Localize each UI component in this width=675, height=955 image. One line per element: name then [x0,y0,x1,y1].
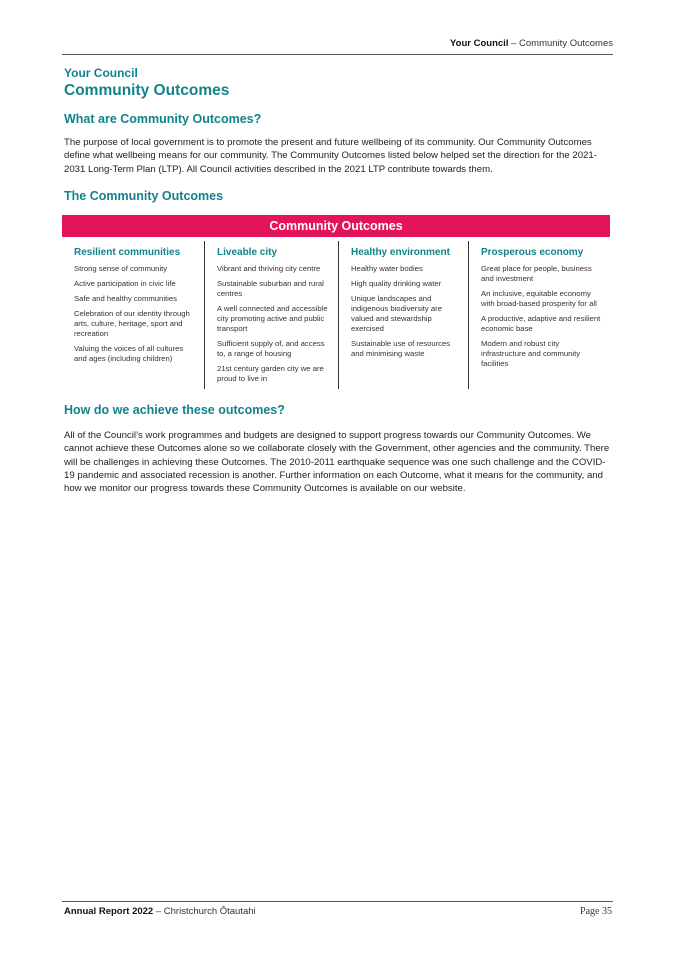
heading-what-are-outcomes: What are Community Outcomes? [64,112,262,126]
outcome-item: Sufficient supply of, and access to, a range of housing [217,339,325,358]
footer-separator: – [153,906,164,917]
outcome-column-prosperous-economy [468,241,610,389]
outcomes-banner: Community Outcomes [62,215,610,237]
header-separator: – [508,38,520,49]
outcome-column-title: Resilient communities [74,247,181,258]
outcome-column-title: Healthy environment [351,247,450,258]
outcome-item: Vibrant and thriving city centre [217,264,321,273]
outcome-item: Safe and healthy communities [74,294,177,303]
header-divider [62,54,613,55]
outcome-item: Healthy water bodies [351,264,423,273]
outcome-item: Modern and robust city infrastructure and community facilities [481,339,581,368]
paragraph-how-do-we-achieve: All of the Council’s work programmes and budgets are designed to support progress towards our Community Outcomes. We cannot achieve these Outcomes alone so we collaborate closely with the Government, other agencies and the community. There will be challenges in achieving these Outcomes. The 2010-2011 earthquake sequence was one such challenge and the COVID-19 pandemic and associated recession is another. Further information on each Outcome, what it means for the community, and how we monitor our progress towards these Community Outcomes is available on our website. [64,430,610,495]
page-content [64,66,612,495]
outcome-item: Active participation in civic life [74,279,176,288]
outcome-item: Strong sense of community [74,264,168,273]
running-header [62,38,613,52]
heading-how-do-we-achieve: How do we achieve these outcomes? [64,403,285,417]
outcome-column-title: Liveable city [217,247,278,258]
page-kicker: Your Council [64,66,138,80]
outcome-item: Great place for people, business and investment [481,264,592,283]
outcomes-columns [62,241,610,389]
outcome-column-liveable-city [204,241,338,389]
outcome-item: 21st century garden city we are proud to live in [217,364,324,383]
outcome-item: Celebration of our identity through arts, culture, heritage, sport and recreation [74,309,190,338]
footer-report: Annual Report 2022 [64,906,154,917]
outcome-item: High quality drinking water [351,279,442,288]
outcome-item: Sustainable suburban and rural centres [217,279,324,298]
page-number: Page 35 [580,906,612,917]
outcome-item: A well connected and accessible city promoting active and public transport [217,304,328,333]
community-outcomes-figure [62,215,610,391]
outcome-column-title: Prosperous economy [481,247,584,258]
outcome-item: Valuing the voices of all cultures and ages (including children) [74,344,184,363]
outcome-item: Unique landscapes and indigenous biodiversity are valued and stewardship exercised [351,294,443,333]
heading-the-community-outcomes: The Community Outcomes [64,189,224,203]
footer-divider [62,901,613,902]
paragraph-what-are-outcomes: The purpose of local government is to promote the present and future wellbeing of its community. Our Community Outcomes define what wellbeing means for our community. The Community Outcomes listed below helped set the direction for the 2021-2031 Long-Term Plan (LTP). All Council activities described in the 2021 LTP contribute towards them. [64,137,597,175]
outcome-item: Sustainable use of resources and minimising waste [351,339,451,358]
outcome-column-healthy-environment [338,241,468,389]
footer-report-title [64,906,256,917]
outcome-column-resilient-communities [62,241,204,389]
header-subsection: Community Outcomes [519,38,613,49]
outcome-item: A productive, adaptive and resilient economic base [481,314,601,333]
header-section: Your Council [450,38,509,49]
footer-city: Christchurch Ōtautahi [163,906,256,917]
outcome-item: An inclusive, equitable economy with broad-based prosperity for all [481,289,597,308]
page-title: Community Outcomes [64,82,230,99]
